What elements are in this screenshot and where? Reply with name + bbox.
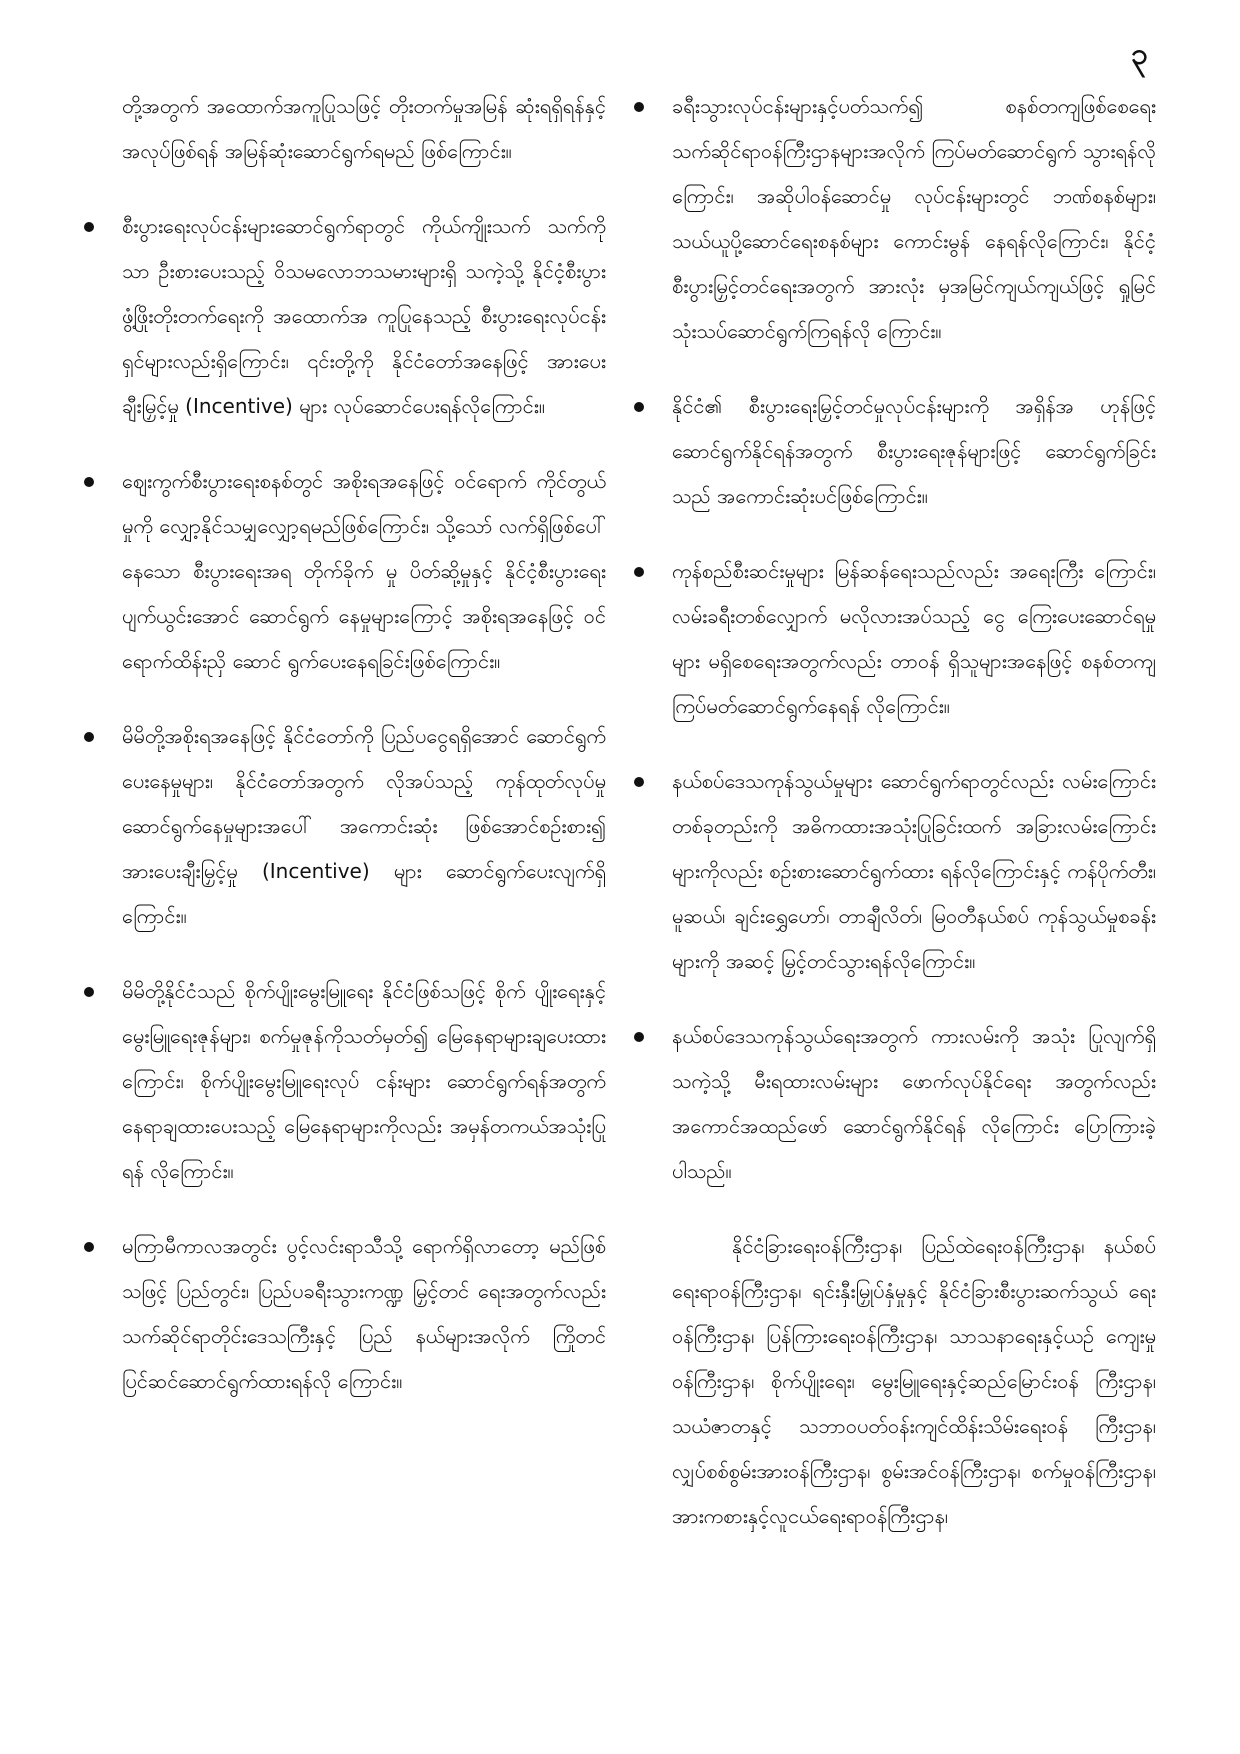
bullet-text: နယ်စပ်ဒေသကုန်သွယ်မှုများ ဆောင်ရွက်ရာတွင်လည်း လမ်းကြောင်းတစ်ခုတည်းကို အဓိကထားအသုံးပြုခြင်းထက် အခြားလမ်းကြောင်းများကိုလည်း စဉ်းစားဆောင်ရွက်ထား ရန်လိုကြောင်းနှင့် ကန်ပိုက်တီး၊ မူဆယ်၊ ချင်းရွှေဟော်၊ တာချီလိတ်၊ မြဝတီနယ်စပ် ကုန်သွယ်မှုစခန်းများကို အဆင့် မြှင့်တင်သွားရန်လိုကြောင်း။: [672, 769, 1156, 973]
bullet-item: [672, 1014, 1156, 1194]
bullet-item: [672, 549, 1156, 729]
bullet-icon: [634, 567, 644, 577]
bullet-item: [672, 384, 1156, 519]
bullet-item: [672, 759, 1156, 984]
bullet-icon: [634, 102, 644, 112]
bullet-item: [122, 969, 606, 1194]
left-column: [122, 84, 606, 1434]
bullet-icon: [84, 222, 94, 232]
bullet-text: နယ်စပ်ဒေသကုန်သွယ်ရေးအတွက် ကားလမ်းကို အသုံး ပြုလျက်ရှိသကဲ့သို့ မီးရထားလမ်းများ ဖောက်လုပ်နိုင်ရေး အတွက်လည်း အကောင်အထည်ဖော် ဆောင်ရွက်နိုင်ရန် လိုကြောင်း ပြောကြားခဲ့ပါသည်။: [672, 1024, 1156, 1183]
bullet-item: [122, 714, 606, 939]
bullet-text: ခရီးသွားလုပ်ငန်းများနှင့်ပတ်သက်၍ စနစ်တကျဖြစ်စေရေး သက်ဆိုင်ရာဝန်ကြီးဌာနများအလိုက် ကြပ်မတ်ဆောင်ရွက် သွားရန်လိုကြောင်း၊ အဆိုပါဝန်ဆောင်မှု လုပ်ငန်းများတွင် ဘဏ်စနစ်များ၊ သယ်ယူပို့ဆောင်ရေးစနစ်များ ကောင်းမွန် နေရန်လိုကြောင်း၊ နိုင်ငံ့စီးပွားမြှင့်တင်ရေးအတွက် အားလုံး မှအမြင်ကျယ်ကျယ်ဖြင့် ရှုမြင်သုံးသပ်ဆောင်ရွက်ကြရန်လို ကြောင်း။: [672, 94, 1156, 343]
bullet-text: ကုန်စည်စီးဆင်းမှုများ မြန်ဆန်ရေးသည်လည်း အရေးကြီး ကြောင်း၊ လမ်းခရီးတစ်လျှောက် မလိုလားအပ်သည့် ငွေ ကြေးပေးဆောင်ရမှုများ မရှိစေရေးအတွက်လည်း တာဝန် ရှိသူများအနေဖြင့် စနစ်တကျ ကြပ်မတ်ဆောင်ရွက်နေရန် လိုကြောင်း။: [672, 559, 1156, 718]
bullet-icon: [634, 777, 644, 787]
page-number: ၃: [1131, 37, 1148, 72]
bullet-text: မိမိတို့နိုင်ငံသည် စိုက်ပျိုးမွေးမြူရေး နိုင်ငံဖြစ်သဖြင့် စိုက် ပျိုးရေးနှင့် မွေးမြူရေးဇုန်များ၊ စက်မှုဇုန်ကိုသတ်မှတ်၍ မြေနေရာများချပေးထားကြောင်း၊ စိုက်ပျိုးမွေးမြူရေးလုပ် ငန်းများ ဆောင်ရွက်ရန်အတွက် နေရာချထားပေးသည့် မြေနေရာများကိုလည်း အမှန်တကယ်အသုံးပြုရန် လိုကြောင်း။: [122, 979, 606, 1183]
bullet-icon: [84, 987, 94, 997]
bullet-icon: [84, 1242, 94, 1252]
bullet-text: နိုင်ငံ၏ စီးပွားရေးမြှင့်တင်မှုလုပ်ငန်းများကို အရှိန်အ ဟုန်ဖြင့် ဆောင်ရွက်နိုင်ရန်အတွက် စီးပွားရေးဇုန်များဖြင့် ဆောင်ရွက်ခြင်းသည် အကောင်းဆုံးပင်ဖြစ်ကြောင်း။: [672, 394, 1156, 508]
bullet-item: [672, 84, 1156, 354]
bullet-text: စီးပွားရေးလုပ်ငန်းများဆောင်ရွက်ရာတွင် ကိုယ်ကျိုးသက် သက်ကိုသာ ဦးစားပေးသည့် ဝိသမလောဘသမားများရှိ သကဲ့သို့ နိုင်ငံ့စီးပွားဖွံ့ဖြိုးတိုးတက်ရေးကို အထောက်အ ကူပြုနေသည့် စီးပွားရေးလုပ်ငန်းရှင်များလည်းရှိကြောင်း၊ ၎င်းတို့ကို နိုင်ငံတော်အနေဖြင့် အားပေးချီးမြှင့်မှု (Incentive) များ လုပ်ဆောင်ပေးရန်လိုကြောင်း။: [122, 214, 606, 418]
bullet-icon: [634, 402, 644, 412]
bullet-icon: [634, 1032, 644, 1042]
bullet-text: မကြာမီကာလအတွင်း ပွင့်လင်းရာသီသို့ ရောက်ရှိလာတော့ မည်ဖြစ်သဖြင့် ပြည်တွင်း၊ ပြည်ပခရီးသွားကဏ္ဍ မြှင့်တင် ရေးအတွက်လည်း သက်ဆိုင်ရာတိုင်းဒေသကြီးနှင့် ပြည် နယ်များအလိုက် ကြိုတင်ပြင်ဆင်ဆောင်ရွက်ထားရန်လို ကြောင်း။: [122, 1234, 606, 1393]
closing-paragraph: နိုင်ငံခြားရေးဝန်ကြီးဌာန၊ ပြည်ထဲရေးဝန်ကြီးဌာန၊ နယ်စပ် ရေးရာဝန်ကြီးဌာန၊ ရင်းနှီးမြှုပ်နှံမှုနှင့် နိုင်ငံခြားစီးပွားဆက်သွယ် ရေးဝန်ကြီးဌာန၊ ပြန်ကြားရေးဝန်ကြီးဌာန၊ သာသနာရေးနှင့်ယဉ် ကျေးမှုဝန်ကြီးဌာန၊ စိုက်ပျိုးရေး၊ မွေးမြူရေးနှင့်ဆည်မြောင်းဝန် ကြီးဌာန၊ သယံဇာတနှင့် သဘာဝပတ်ဝန်းကျင်ထိန်းသိမ်းရေးဝန် ကြီးဌာန၊ လျှပ်စစ်စွမ်းအားဝန်ကြီးဌာန၊ စွမ်းအင်ဝန်ကြီးဌာန၊ စက်မှုဝန်ကြီးဌာန၊ အားကစားနှင့်လူငယ်ရေးရာဝန်ကြီးဌာန၊: [672, 1234, 1156, 1528]
bullet-item: [122, 204, 606, 429]
bullet-icon: [84, 732, 94, 742]
right-column: [672, 84, 1156, 1539]
continuation-paragraph: တို့အတွက် အထောက်အကူပြုသဖြင့် တိုးတက်မှုအမြန် ဆုံးရရှိရန်နှင့် အလုပ်ဖြစ်ရန် အမြန်ဆုံးဆောင်ရွက်ရမည် ဖြစ်ကြောင်း။: [122, 94, 606, 163]
bullet-text: ဈေးကွက်စီးပွားရေးစနစ်တွင် အစိုးရအနေဖြင့် ဝင်ရောက် ကိုင်တွယ်မှုကို လျှော့နိုင်သမျှလျှော့ရမည်ဖြစ်ကြောင်း၊ သို့သော် လက်ရှိဖြစ်ပေါ်နေသော စီးပွားရေးအရ တိုက်ခိုက် မှု ပိတ်ဆို့မှုနှင့် နိုင်ငံ့စီးပွားရေးပျက်ယွင်းအောင် ဆောင်ရွက် နေမှုများကြောင့် အစိုးရအနေဖြင့် ဝင်ရောက်ထိန်းညှိ ဆောင် ရွက်ပေးနေရခြင်းဖြစ်ကြောင်း။: [122, 469, 606, 673]
bullet-item: [122, 459, 606, 684]
bullet-icon: [84, 477, 94, 487]
bullet-text: မိမိတို့အစိုးရအနေဖြင့် နိုင်ငံတော်ကို ပြည်ပငွေရရှိအောင် ဆောင်ရွက်ပေးနေမှုများ၊ နိုင်ငံတော်အတွက် လိုအပ်သည့် ကုန်ထုတ်လုပ်မှု ဆောင်ရွက်နေမှုများအပေါ် အကောင်းဆုံး ဖြစ်အောင်စဉ်းစား၍ အားပေးချီးမြှင့်မှု (Incentive) များ ဆောင်ရွက်ပေးလျက်ရှိကြောင်း။: [122, 724, 606, 928]
bullet-item: [122, 1224, 606, 1404]
